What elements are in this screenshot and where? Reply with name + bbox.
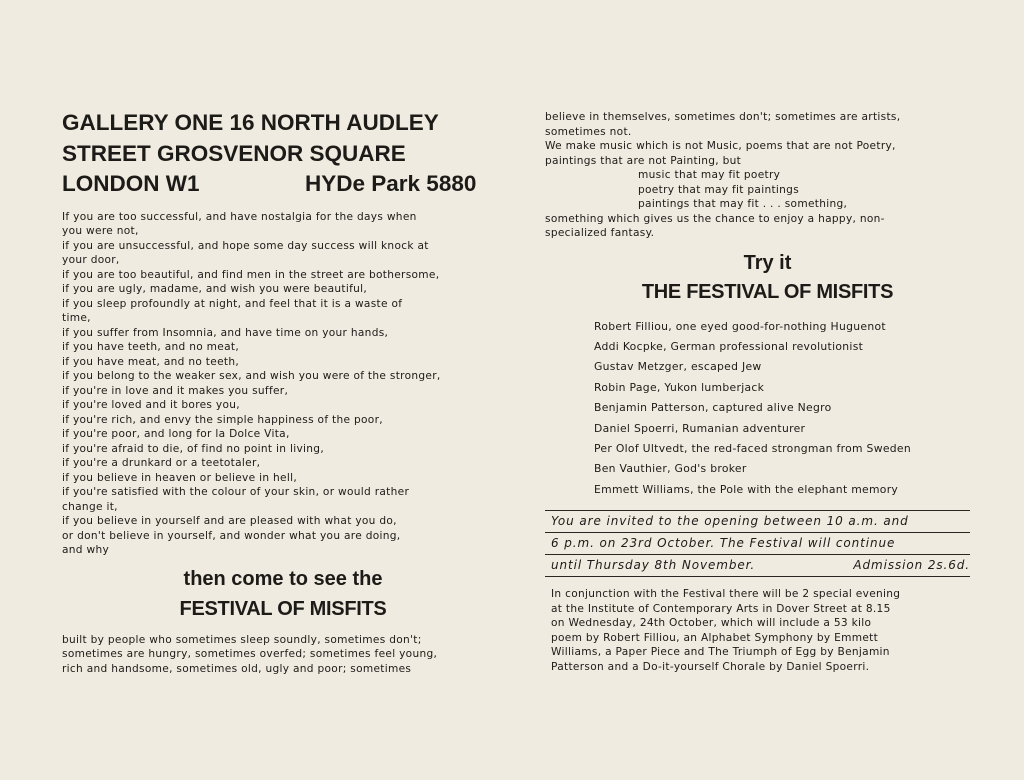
intro-line: if you believe in heaven or believe in hell, [62,471,298,484]
artist-item: Daniel Spoerri, Rumanian adventurer [594,421,806,435]
invitation-line-3 [545,555,970,577]
invitation-closing-date: until Thursday 8th November. [551,558,756,573]
invitation-line-1: You are invited to the opening between 10 a.m. and [545,510,970,533]
indented-verse [545,168,970,212]
festival-title-left: FESTIVAL OF MISFITS [179,597,387,620]
header-line-2: STREET GROSVENOR SQUARE [62,140,406,166]
intro-line: if you're poor, and long for la Dolce Vita, [62,428,290,440]
built-line: rich and handsome, sometimes old, ugly and poor; sometimes [62,662,412,675]
artist-item: Robin Page, Yukon lumberjack [594,380,765,394]
intro-line: if you are unsuccessful, and hope some day success will knock at [62,239,429,252]
built-line: sometimes are hungry, sometimes overfed; sometimes feel young, [62,648,438,660]
fantasy-paragraph [545,212,970,241]
built-paragraph [62,633,490,677]
intro-line: if you're rich, and envy the simple happiness of the poor, [62,413,383,426]
intro-line: If you are too successful, and have nostalgia for the days when [62,210,417,223]
intro-line: and why [62,544,110,556]
intro-line: if you suffer from Insomnia, and have time on your hands, [62,326,389,339]
artist-item: Per Olof Ultvedt, the red-faced strongman from Sweden [594,441,912,455]
continuation-line: sometimes not. [545,125,632,138]
intro-line: change it, [62,500,118,513]
verse-line: music that may fit poetry [638,169,781,181]
conjunction-line: In conjunction with the Festival there will be 2 special evening [551,588,901,601]
intro-line: your door, [62,254,120,266]
intro-line: if you are ugly, madame, and wish you were beautiful, [62,283,368,295]
header-line-1: GALLERY ONE 16 NORTH AUDLEY [62,110,439,135]
continuation-line: believe in themselves, sometimes don't; sometimes are artists, [545,111,901,123]
left-column [62,108,490,676]
artist-list [594,317,970,501]
artist-item: Addi Kocpke, German professional revolutionist [594,339,864,353]
conjunction-line: at the Institute of Contemporary Arts in Dover Street at 8.15 [551,602,891,615]
intro-line: if you're a drunkard or a teetotaler, [62,457,261,469]
intro-line: if you have meat, and no teeth, [62,355,240,368]
intro-line: if you have teeth, and no meat, [62,341,240,353]
continuation-paragraph [545,110,970,168]
conjunction-line: Williams, a Paper Piece and The Triumph of Egg by Benjamin [551,646,890,659]
verse-line: paintings that may fit . . . something, [638,198,848,210]
invitation-box [545,510,970,577]
artist-item: Emmett Williams, the Pole with the elephant memory [594,482,899,496]
intro-line: if you belong to the weaker sex, and wish you were of the stronger, [62,370,441,382]
intro-line: if you are too beautiful, and find men in the street are bothersome, [62,268,440,281]
intro-line: time, [62,312,91,324]
intro-paragraph [62,210,490,558]
intro-line: you were not, [62,225,139,237]
intro-line: if you sleep profoundly at night, and feel that it is a waste of [62,297,403,310]
gallery-header [62,108,490,200]
artist-item: Benjamin Patterson, captured alive Negro [594,401,832,415]
invitation-line-2: 6 p.m. on 23rd October. The Festival will continue [545,533,970,555]
conjunction-line: poem by Robert Filliou, an Alphabet Symphony by Emmett [551,631,879,644]
right-column [545,110,970,674]
intro-line: if you're satisfied with the colour of your skin, or would rather [62,486,410,498]
conjunction-line: on Wednesday, 24th October, which will include a 53 kilo [551,617,872,630]
intro-line: if you're in love and it makes you suffer, [62,384,289,397]
header-phone: HYDe Park 5880 [305,171,477,196]
artist-item: Gustav Metzger, escaped Jew [594,360,762,374]
fantasy-line: specialized fantasy. [545,227,655,239]
header-address-city: LONDON W1 [62,171,200,196]
built-line: built by people who sometimes sleep soundly, sometimes don't; [62,633,422,646]
conjunction-paragraph [545,587,970,674]
verse-line: poetry that may fit paintings [638,183,800,196]
then-come-heading: then come to see the [183,567,383,590]
continuation-line: We make music which is not Music, poems that are not Poetry, [545,140,896,152]
intro-line: if you're loved and it bores you, [62,399,240,411]
festival-title-right: THE FESTIVAL OF MISFITS [641,280,894,303]
conjunction-line: Patterson and a Do-it-yourself Chorale by Daniel Spoerri. [551,660,870,673]
artist-item: Robert Filliou, one eyed good-for-nothing Huguenot [594,319,886,333]
try-it-heading: Try it [743,251,792,274]
intro-line: if you're afraid to die, of find no point in living, [62,442,324,455]
continuation-line: paintings that are not Painting, but [545,154,742,167]
intro-line: or don't believe in yourself, and wonder what you are doing, [62,529,401,542]
artist-item: Ben Vauthier, God's broker [594,462,747,476]
admission-price: Admission 2s.6d. [853,558,970,573]
header-line-3 [62,169,490,200]
fantasy-line: something which gives us the chance to enjoy a happy, non- [545,212,885,225]
intro-line: if you believe in yourself and are pleased with what you do, [62,515,397,527]
